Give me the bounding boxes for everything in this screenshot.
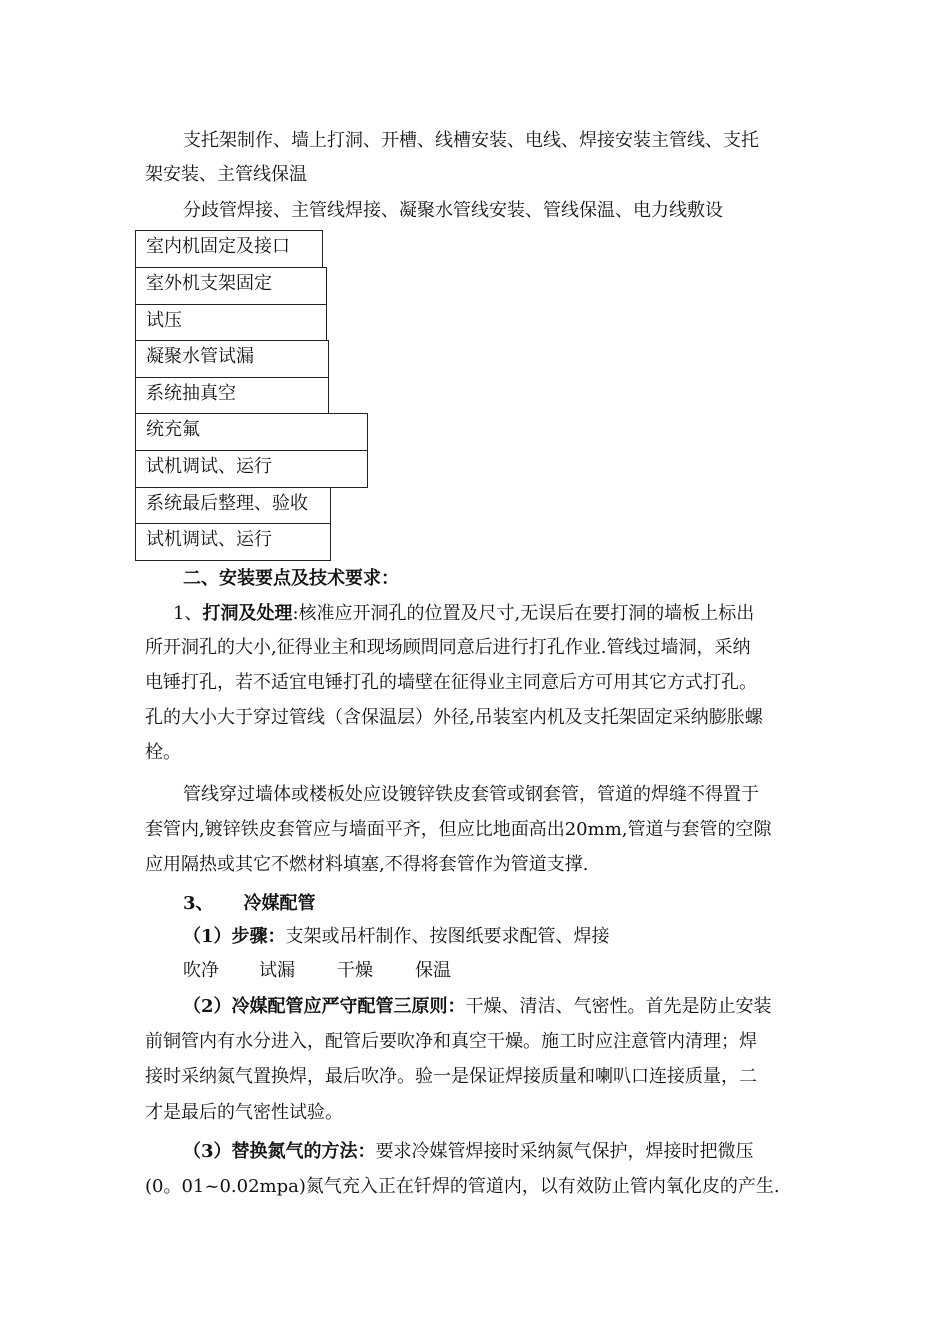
step-2-line-4: 才是最后的气密性试验。 [145, 1102, 343, 1123]
flow-step-box: 试机调试、运行 [135, 450, 368, 488]
step-1-label: （1）步骤： [183, 926, 286, 947]
step-2-line-3: 接时采纳氮气置换焊，最后吹净。验一是保证焊接质量和喇叭口连接质量，二 [145, 1066, 757, 1087]
section-3-heading [183, 891, 316, 917]
para-2-line-3: 应用隔热或其它不燃材料填塞,不得将套管作为管道支撑. [145, 854, 589, 875]
para-2-line-1: 管线穿过墙体或楼板处应设镀锌铁皮套管或钢套管，管道的焊缝不得置于 [183, 784, 759, 805]
flow-step-box: 凝聚水管试漏 [135, 340, 329, 378]
intro-line-2: 架安装、主管线保温 [145, 164, 307, 185]
step-1-text: 支架或吊杆制作、按图纸要求配管、焊接 [285, 926, 610, 947]
item-1-line-3: 电锤打孔，若不适宜电锤打孔的墙壁在征得业主同意后方可用其它方式打孔。 [145, 672, 757, 693]
flow-step-box: 室外机支架固定 [135, 267, 327, 305]
step-1-line [183, 924, 610, 950]
flow-step-box: 系统最后整理、验收 [135, 487, 331, 524]
sequence-item: 干燥 [337, 960, 373, 981]
intro-line-3: 分歧管焊接、主管线焊接、凝聚水管线安装、管线保温、电力线敷设 [183, 200, 723, 221]
sequence-item: 吹净 [183, 960, 219, 981]
item-1-line-1 [173, 601, 754, 627]
item-1-title: 打洞及处理 [202, 603, 293, 624]
para-2-line-2: 套管内,镀锌铁皮套管应与墙面平齐，但应比地面高出20mm,管道与套管的空隙 [145, 819, 772, 840]
item-1-line-5: 栓。 [145, 742, 181, 763]
item-1-line-2: 所开洞孔的大小,征得业主和现场顾問同意后进行打孔作业.管线过墙洞，采纳 [145, 637, 751, 658]
step-3-text: 要求冷媒管焊接时采纳氮气保护，焊接时把微压 [375, 1141, 754, 1162]
item-1-text: :核准应开洞孔的位置及尺寸,无误后在要打洞的墙板上标出 [292, 603, 755, 624]
flow-step-box: 试机调试、运行 [135, 523, 331, 561]
section-3-number: 3、 [183, 893, 214, 914]
flow-step-box: 系统抽真空 [135, 377, 329, 414]
sequence-item: 试漏 [259, 960, 295, 981]
flow-step-box: 统充氟 [135, 413, 368, 451]
step-3-line-2: (0。01~0.02mpa)氮气充入正在钎焊的管道内，以有效防止管内氧化皮的产生. [145, 1176, 780, 1197]
step-2-line-2: 前铜管内有水分进入，配管后要吹净和真空干燥。施工时应注意管内清理；焊 [145, 1031, 757, 1052]
step-3-line-1 [183, 1139, 754, 1165]
step-2-label: （2）冷媒配管应严守配管三原则： [183, 996, 466, 1017]
flow-step-box: 试压 [135, 304, 327, 341]
sequence-item: 保温 [415, 960, 451, 981]
section-3-title: 冷媒配管 [243, 893, 316, 914]
step-1-sequence [183, 958, 451, 984]
intro-line-1: 支托架制作、墙上打洞、开槽、线槽安装、电线、焊接安装主管线、支托 [183, 130, 759, 151]
item-1-number: 1、 [173, 603, 203, 624]
step-2-line-1 [183, 994, 772, 1020]
flow-step-box: 室内机固定及接口 [135, 230, 323, 268]
section-2-heading: 二、安装要点及技术要求： [183, 568, 399, 589]
step-3-label: （3）替换氮气的方法： [183, 1141, 376, 1162]
step-2-text: 干燥、清洁、气密性。首先是防止安装 [465, 996, 772, 1017]
item-1-line-4: 孔的大小大于穿过管线（含保温层）外径,吊装室内机及支托架固定采纳膨胀螺 [145, 707, 763, 728]
